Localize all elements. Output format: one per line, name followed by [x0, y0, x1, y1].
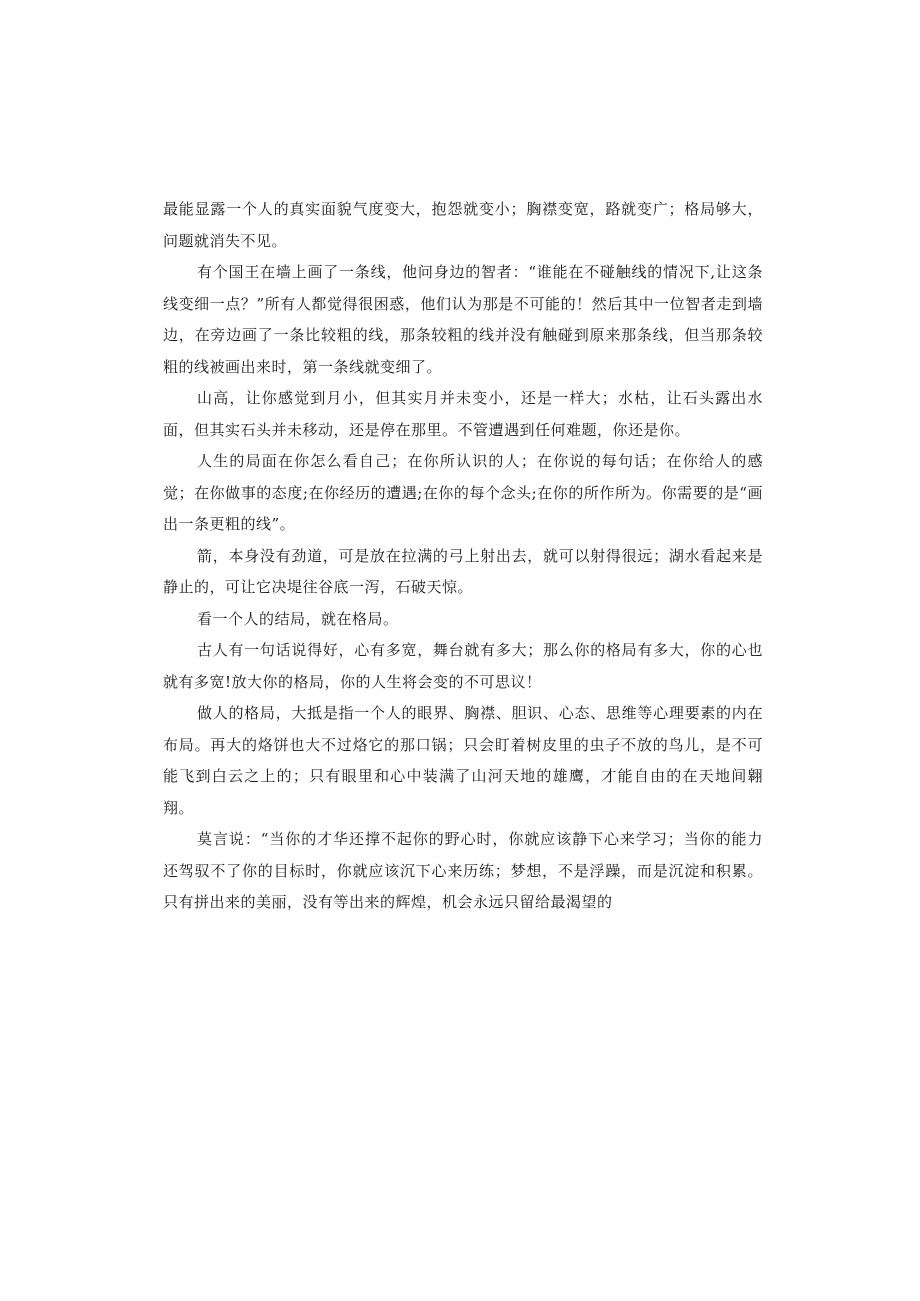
paragraph-8: 做人的格局，大抵是指一个人的眼界、胸襟、胆识、心态、思维等心理要素的内在布局。再大的烙饼也大不过烙它的那口锅；只会盯着树皮里的虫子不放的鸟儿，是不可能飞到白云之上的；只有眼里和心中装满了山河天地的雄鹰，才能自由的在天地间翱翔。	[163, 704, 763, 817]
paragraph-7: 古人有一句话说得好，心有多宽，舞台就有多大；那么你的格局有多大，你的心也就有多宽!放大你的格局，你的人生将会变的不可思议！	[163, 641, 763, 691]
paragraph-1: 最能显露一个人的真实面貌气度变大，抱怨就变小；胸襟变宽，路就变广；格局够大，问题就消失不见。	[163, 200, 763, 250]
paragraph-9: 莫言说：“当你的才华还撑不起你的野心时，你就应该静下心来学习；当你的能力还驾驭不了你的目标时，你就应该沉下心来历练；梦想，不是浮躁，而是沉淀和积累。只有拼出来的美丽，没有等出来的辉煌，机会永远只留给最渴望的	[163, 830, 763, 911]
paragraph-6: 看一个人的结局，就在格局。	[197, 609, 399, 628]
paragraph-2: 有个国王在墙上画了一条线，他问身边的智者：“谁能在不碰触线的情况下,让这条线变细一点？”所有人都觉得很困惑，他们认为那是不可能的！然后其中一位智者走到墙边，在旁边画了一条比较粗的线，那条较粗的线并没有触碰到原来那条线，但当那条较粗的线被画出来时，第一条线就变细了。	[163, 263, 763, 376]
paragraph-5: 箭，本身没有劲道，可是放在拉满的弓上射出去，就可以射得很远；湖水看起来是静止的，可让它决堤往谷底一泻，石破天惊。	[163, 546, 763, 596]
paragraph-3: 山高，让你感觉到月小，但其实月并未变小，还是一样大；水枯，让石头露出水面，但其实石头并未移动，还是停在那里。不管遭遇到任何难题，你还是你。	[163, 389, 763, 439]
document-body	[163, 194, 763, 919]
paragraph-4: 人生的局面在你怎么看自己；在你所认识的人；在你说的每句话；在你给人的感觉；在你做事的态度;在你经历的遭遇;在你的每个念头;在你的所作所为。你需要的是“画出一条更粗的线”。	[163, 452, 763, 533]
